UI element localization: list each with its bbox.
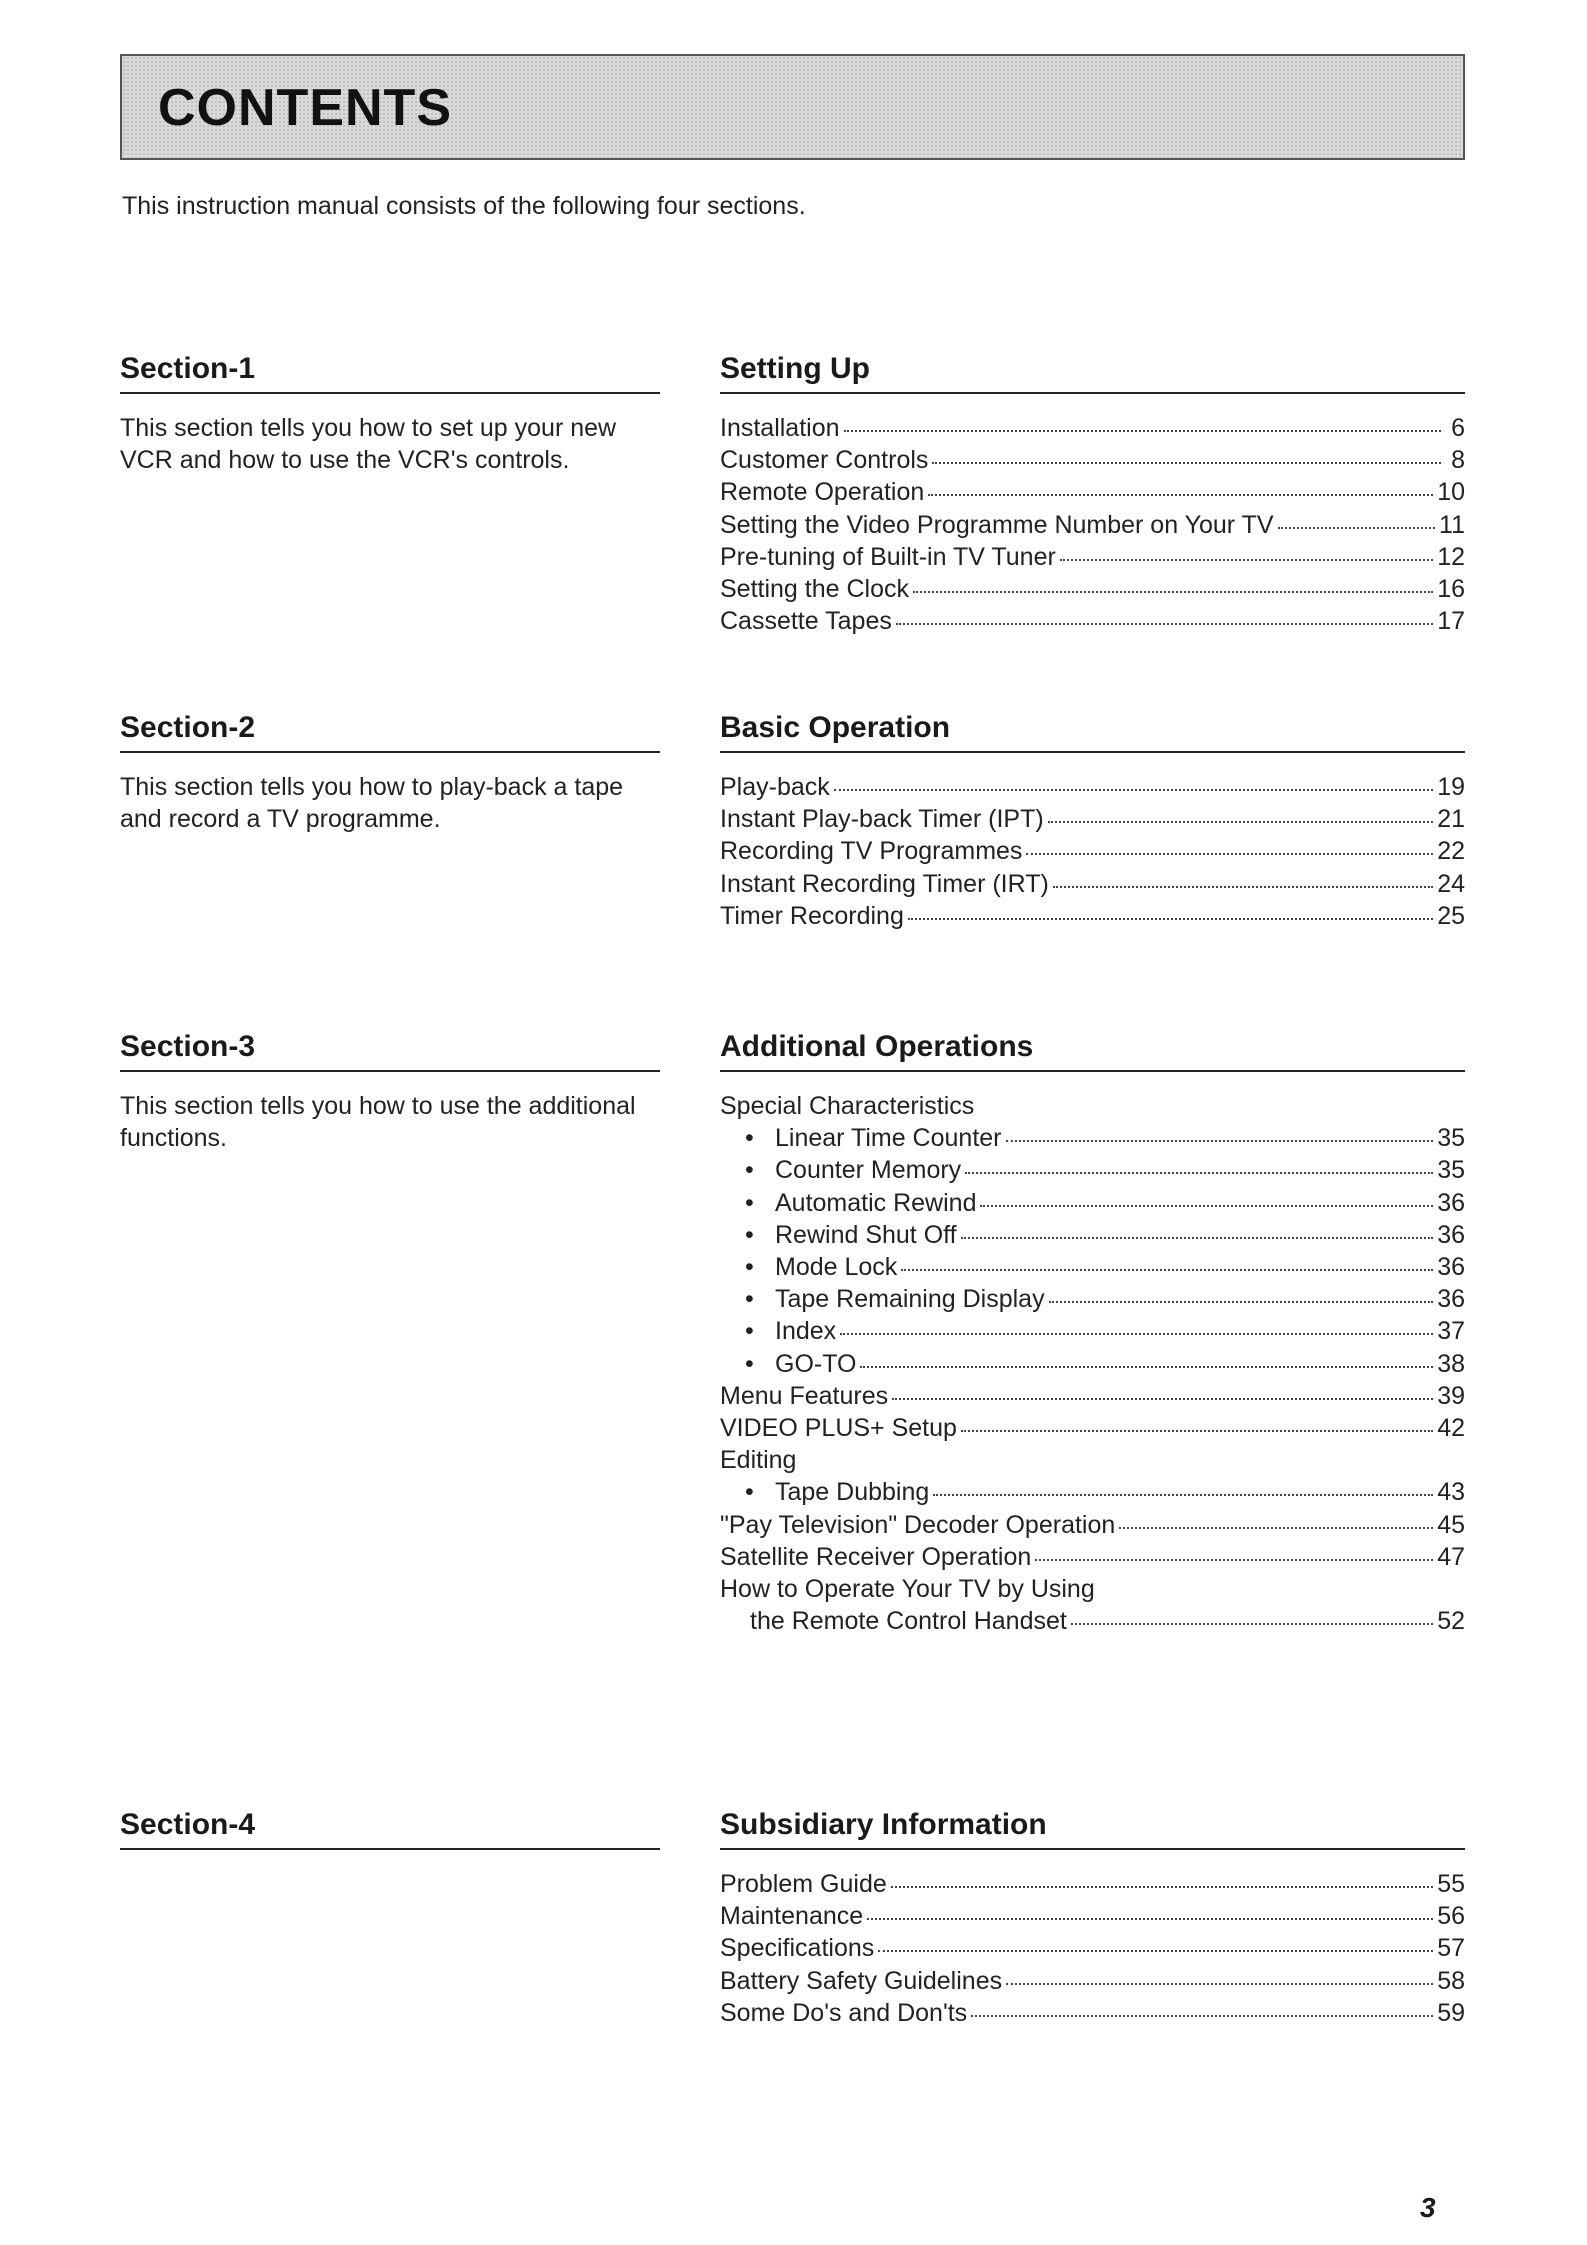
- toc-entry-text: Specifications: [720, 1934, 875, 1963]
- toc-entry-text: Tape Dubbing: [775, 1478, 930, 1507]
- dot-leader: [961, 1236, 1434, 1239]
- dot-leader: [1026, 852, 1433, 855]
- bullet-icon: •: [745, 1188, 754, 1217]
- dot-leader: [965, 1171, 1433, 1174]
- toc-page-number: 35: [1437, 1156, 1465, 1185]
- toc-entry: [720, 1090, 1465, 1122]
- dot-leader: [1060, 558, 1433, 561]
- toc-entry: [720, 1154, 1465, 1186]
- toc-entry: [720, 509, 1465, 541]
- toc-entry-text: the Remote Control Handset: [750, 1607, 1067, 1636]
- contents-header-bar: [120, 54, 1465, 160]
- intro-text: This instruction manual consists of the following four sections.: [122, 192, 806, 220]
- dot-leader: [933, 1493, 1433, 1496]
- bullet-icon: •: [745, 1220, 754, 1249]
- toc-entry: [720, 1932, 1465, 1964]
- toc-page-number: 37: [1437, 1317, 1465, 1346]
- toc-entry-text: Cassette Tapes: [720, 607, 892, 636]
- toc-entry-text: Remote Operation: [720, 478, 925, 507]
- toc-list: [720, 771, 1465, 932]
- toc-page-number: 11: [1439, 510, 1465, 539]
- toc-entry-text: Problem Guide: [720, 1870, 887, 1898]
- toc-entry-text: Instant Recording Timer (IRT): [720, 869, 1049, 898]
- page-title: CONTENTS: [158, 79, 452, 137]
- toc-entry: [720, 1868, 1465, 1900]
- toc-entry-text: Index: [775, 1317, 837, 1346]
- toc-page-number: 22: [1437, 837, 1465, 866]
- toc-entry-text: Automatic Rewind: [775, 1188, 977, 1217]
- toc-list: [720, 412, 1465, 637]
- toc-entry-text: Counter Memory: [775, 1156, 962, 1185]
- toc-entry-text: Timer Recording: [720, 901, 904, 930]
- toc-entry-text: Customer Controls: [720, 446, 929, 475]
- toc-page-number: 45: [1437, 1510, 1465, 1539]
- dot-leader: [1071, 1622, 1433, 1625]
- toc-page-number: 58: [1437, 1966, 1465, 1995]
- toc-page-number: 21: [1437, 805, 1465, 834]
- toc-entry: [720, 1476, 1465, 1508]
- toc-entry-text: Setting the Video Programme Number on Your TV: [720, 510, 1274, 539]
- toc-entry: [720, 573, 1465, 605]
- toc-entry: [720, 1283, 1465, 1315]
- dot-leader: [913, 590, 1433, 593]
- dot-leader: [891, 1885, 1433, 1888]
- toc-page-number: 10: [1437, 478, 1465, 507]
- section-label: Section-3: [120, 1030, 660, 1072]
- toc-entry: [720, 1605, 1465, 1637]
- toc-entry-text: Some Do's and Don'ts: [720, 1998, 968, 2027]
- bullet-icon: •: [745, 1285, 754, 1314]
- section-label: Section-4: [120, 1808, 660, 1850]
- toc-entry-text: Editing: [720, 1446, 797, 1475]
- toc-entry: [720, 1541, 1465, 1573]
- toc-entry-text: Tape Remaining Display: [775, 1285, 1045, 1314]
- toc-page-number: 6: [1451, 414, 1465, 442]
- toc-entry-text: Play-back: [720, 773, 830, 801]
- dot-leader: [844, 429, 1441, 432]
- toc-page-number: 8: [1451, 446, 1465, 475]
- toc-entry-text: Menu Features: [720, 1381, 889, 1410]
- bullet-icon: •: [745, 1349, 754, 1378]
- dot-leader: [896, 622, 1433, 625]
- toc-page-number: 35: [1437, 1124, 1465, 1153]
- toc-entry-text: Instant Play-back Timer (IPT): [720, 805, 1044, 834]
- toc-entry: [720, 1573, 1465, 1605]
- toc-entry: [720, 605, 1465, 637]
- toc-page-number: 16: [1437, 575, 1465, 604]
- toc-entry-text: How to Operate Your TV by Using: [720, 1575, 1095, 1604]
- toc-entry-text: Special Characteristics: [720, 1092, 975, 1120]
- toc-entry: [720, 1315, 1465, 1347]
- toc-page-number: 42: [1437, 1414, 1465, 1443]
- toc-entry-text: Rewind Shut Off: [775, 1220, 957, 1249]
- toc-entry-text: Battery Safety Guidelines: [720, 1966, 1003, 1995]
- bullet-icon: •: [745, 1156, 754, 1185]
- toc-list: [720, 1090, 1465, 1637]
- toc-entry: [720, 803, 1465, 835]
- toc-entry-text: Satellite Receiver Operation: [720, 1542, 1032, 1571]
- toc-page-number: 19: [1437, 773, 1465, 801]
- toc-entry: [720, 771, 1465, 803]
- dot-leader: [834, 788, 1433, 791]
- dot-leader: [867, 1917, 1433, 1920]
- dot-leader: [1006, 1139, 1434, 1142]
- section-label: Section-1: [120, 352, 660, 394]
- section-description: This section tells you how to play-back a tape and record a TV programme.: [120, 773, 624, 833]
- toc-page-number: 12: [1437, 542, 1465, 571]
- section-title: Subsidiary Information: [720, 1808, 1465, 1850]
- toc-entry: [720, 1900, 1465, 1932]
- toc-page-number: 55: [1437, 1870, 1465, 1898]
- toc-entry: [720, 1509, 1465, 1541]
- section-title: Setting Up: [720, 352, 1465, 394]
- toc-entry: [720, 1251, 1465, 1283]
- dot-leader: [932, 461, 1441, 464]
- toc-page-number: 24: [1437, 869, 1465, 898]
- dot-leader: [1119, 1526, 1433, 1529]
- dot-leader: [928, 493, 1433, 496]
- bullet-icon: •: [745, 1478, 754, 1507]
- section-description: This section tells you how to use the additional functions.: [120, 1092, 636, 1152]
- dot-leader: [901, 1268, 1433, 1271]
- toc-entry: [720, 1219, 1465, 1251]
- toc-entry: [720, 1122, 1465, 1154]
- section-label: Section-2: [120, 711, 660, 753]
- toc-entry: [720, 1348, 1465, 1380]
- dot-leader: [1053, 885, 1433, 888]
- toc-entry-text: GO-TO: [775, 1349, 857, 1378]
- toc-page-number: 39: [1437, 1381, 1465, 1410]
- dot-leader: [1278, 526, 1435, 529]
- dot-leader: [1048, 820, 1433, 823]
- toc-entry-text: Maintenance: [720, 1902, 864, 1931]
- toc-entry-text: Recording TV Programmes: [720, 837, 1023, 866]
- dot-leader: [1049, 1300, 1434, 1303]
- toc-entry: [720, 1380, 1465, 1412]
- dot-leader: [908, 917, 1433, 920]
- dot-leader: [860, 1365, 1433, 1368]
- toc-page-number: 56: [1437, 1902, 1465, 1931]
- section-title: Additional Operations: [720, 1030, 1465, 1072]
- toc-page-number: 38: [1437, 1349, 1465, 1378]
- bullet-icon: •: [745, 1253, 754, 1282]
- page-number: 3: [1420, 2192, 1436, 2223]
- section-description: This section tells you how to set up your new VCR and how to use the VCR's controls.: [120, 414, 617, 474]
- toc-entry: [720, 900, 1465, 932]
- toc-entry-text: "Pay Television" Decoder Operation: [720, 1510, 1116, 1539]
- toc-entry: [720, 835, 1465, 867]
- toc-list: [720, 1868, 1465, 2029]
- dot-leader: [840, 1332, 1433, 1335]
- toc-entry-text: Linear Time Counter: [775, 1124, 1002, 1153]
- toc-page-number: 36: [1437, 1220, 1465, 1249]
- toc-page-number: 17: [1437, 607, 1465, 636]
- toc-entry: [720, 444, 1465, 476]
- toc-entry: [720, 541, 1465, 573]
- dot-leader: [878, 1949, 1433, 1952]
- dot-leader: [961, 1429, 1433, 1432]
- toc-page-number: 59: [1437, 1998, 1465, 2027]
- toc-entry: [720, 476, 1465, 508]
- toc-page-number: 57: [1437, 1934, 1465, 1963]
- toc-entry-text: Installation: [720, 414, 840, 442]
- dot-leader: [892, 1397, 1433, 1400]
- toc-entry: [720, 1965, 1465, 1997]
- toc-page-number: 47: [1437, 1542, 1465, 1571]
- toc-entry-text: Setting the Clock: [720, 575, 909, 604]
- toc-page-number: 52: [1437, 1607, 1465, 1636]
- toc-entry-text: VIDEO PLUS+ Setup: [720, 1414, 957, 1443]
- bullet-icon: •: [745, 1317, 754, 1346]
- dot-leader: [980, 1204, 1433, 1207]
- bullet-icon: •: [745, 1124, 754, 1153]
- section-title: Basic Operation: [720, 711, 1465, 753]
- toc-entry: [720, 1444, 1465, 1476]
- toc-entry: [720, 1412, 1465, 1444]
- toc-entry-text: Mode Lock: [775, 1253, 898, 1282]
- toc-page-number: 36: [1437, 1188, 1465, 1217]
- toc-entry: [720, 412, 1465, 444]
- dot-leader: [1035, 1558, 1433, 1561]
- toc-entry: [720, 1997, 1465, 2029]
- dot-leader: [1006, 1982, 1433, 1985]
- toc-page-number: 25: [1437, 901, 1465, 930]
- toc-entry: [720, 868, 1465, 900]
- toc-page-number: 43: [1437, 1478, 1465, 1507]
- toc-entry: [720, 1187, 1465, 1219]
- toc-page-number: 36: [1437, 1253, 1465, 1282]
- toc-page-number: 36: [1437, 1285, 1465, 1314]
- dot-leader: [971, 2014, 1433, 2017]
- toc-entry-text: Pre-tuning of Built-in TV Tuner: [720, 542, 1056, 571]
